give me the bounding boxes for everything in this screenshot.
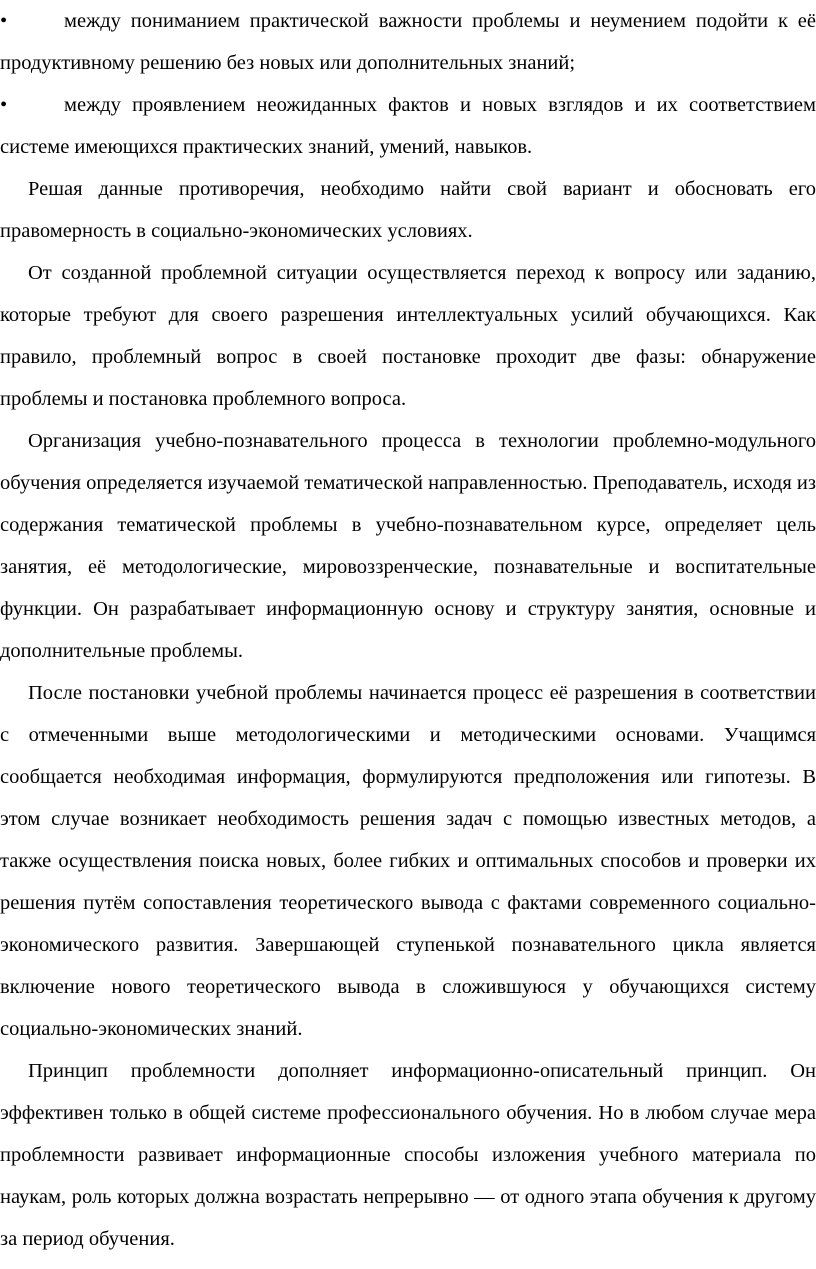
bullet-marker: •: [0, 10, 8, 32]
paragraph: От созданной проблемной ситуации осуществляется переход к вопросу или заданию, которые требуют для своего разрешения интеллектуальных усилий обучающихся. Как правило, проблемный вопрос в своей постановке проходит две фазы: обнаружение проблемы и постановка проблемного вопроса.: [0, 262, 816, 410]
bullet-marker: •: [0, 94, 8, 116]
bullet-item: [0, 84, 816, 168]
paragraph: После постановки учебной проблемы начинается процесс её разрешения в соответствии с отмеченными выше методологическими и методическими основами. Учащимся сообщается необходимая информация, формулируются предположения или гипотезы. В этом случае возникает необходимость решения задач с помощью известных методов, а также осуществления поиска новых, более гибких и оптимальных способов и проверки их решения путём сопоставления теоретического вывода с фактами современного социально-экономического развития. Завершающей ступенькой познавательного цикла является включение нового теоретического вывода в сложившуюся у обучающихся систему социально-экономических знаний.: [0, 682, 816, 1040]
bullet-text: между проявлением неожиданных фактов и новых взглядов и их соответствием системе имеющихся практических знаний, умений, навыков.: [0, 94, 816, 158]
paragraph: Принцип проблемности дополняет информационно-описательный принцип. Он эффективен только в общей системе профессионального обучения. Но в любом случае мера проблемности развивает информационные способы изложения учебного материала по наукам, роль которых должна возрастать непрерывно — от одного этапа обучения к другому за период обучения.: [0, 1060, 816, 1250]
paragraph: Решая данные противоречия, необходимо найти свой вариант и обосновать его правомерность в социально-экономических условиях.: [0, 178, 816, 242]
bullet-item: [0, 0, 816, 84]
bullet-text: между пониманием практической важности проблемы и неумением подойти к её продуктивному решению без новых или дополнительных знаний;: [0, 10, 816, 74]
paragraph: Организация учебно-познавательного процесса в технологии проблемно-модульного обучения определяется изучаемой тематической направленностью. Преподаватель, исходя из содержания тематической проблемы в учебно-познавательном курсе, определяет цель занятия, её методологические, мировоззренческие, познавательные и воспитательные функции. Он разрабатывает информационную основу и структуру занятия, основные и дополнительные проблемы.: [0, 430, 816, 662]
